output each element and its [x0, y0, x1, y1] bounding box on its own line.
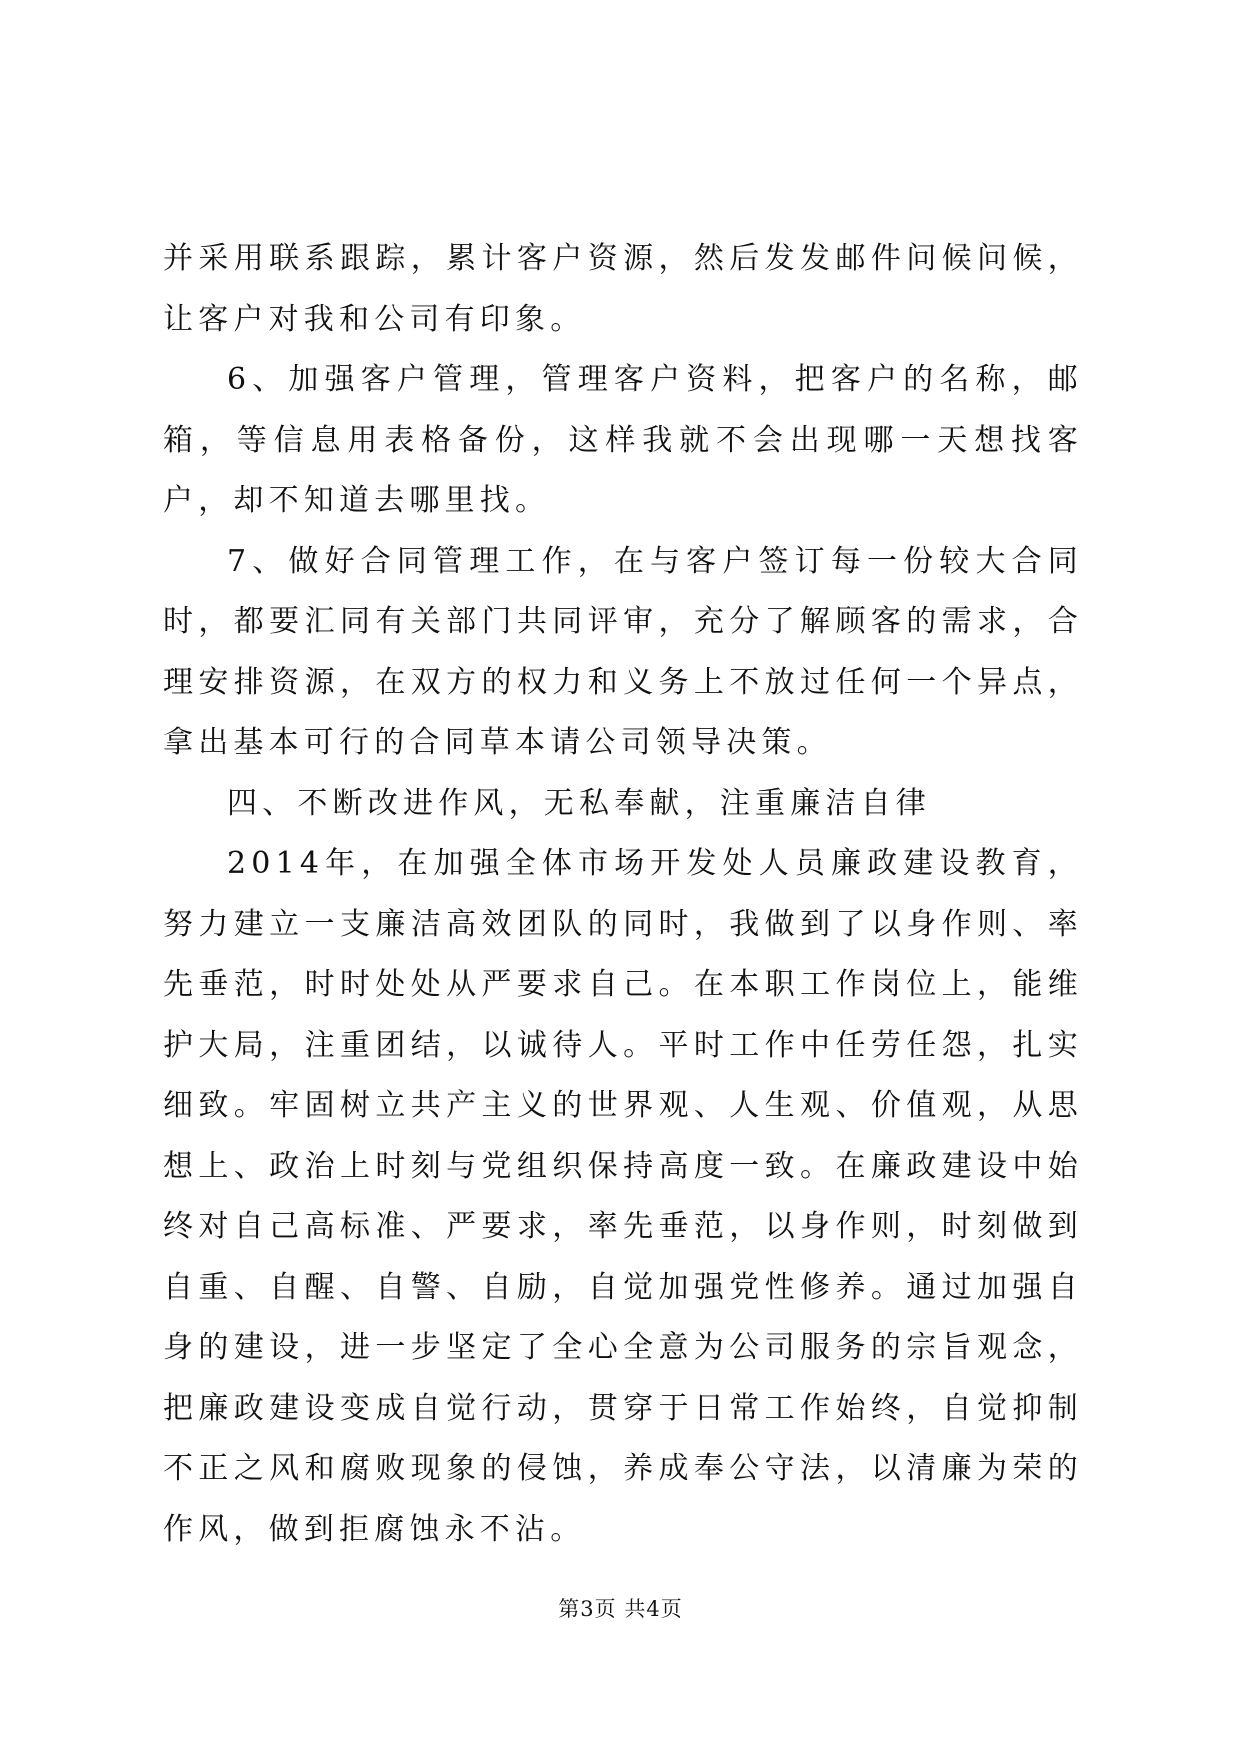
page-footer — [0, 1594, 1241, 1624]
paragraph-item-6: 6、加强客户管理，管理客户资料，把客户的名称，邮箱，等信息用表格备份，这样我就不会出现哪一天想找客户，却不知道去哪里找。 — [163, 362, 1083, 518]
paragraph-item-7: 7、做好合同管理工作，在与客户签订每一份较大合同时，都要汇同有关部门共同评审，充分了解顾客的需求，合理安排资源，在双方的权力和义务上不放过任何一个异点，拿出基本可行的合同草本请公司领导决策。 — [163, 543, 1083, 760]
page-number-label: 第3页 共4页 — [558, 1597, 683, 1621]
paragraph-2014: 2014年，在加强全体市场开发处人员廉政建设教育，努力建立一支廉洁高效团队的同时，我做到了以身作则、率先垂范，时时处处从严要求自己。在本职工作岗位上，能维护大局，注重团结，以诚待人。平时工作中任劳任怨，扎实细致。牢固树立共产主义的世界观、人生观、价值观，从思想上、政治上时刻与党组织保持高度一致。在廉政建设中始终对自己高标准、严要求，率先垂范，以身作则，时刻做到自重、自醒、自警、自励，自觉加强党性修养。通过加强自身的建设，进一步坚定了全心全意为公司服务的宗旨观念，把廉政建设变成自觉行动，贯穿于日常工作始终，自觉抑制不正之风和腐败现象的侵蚀，养成奉公守法，以清廉为荣的作风，做到拒腐蚀永不沾。 — [163, 846, 1083, 1547]
document-body — [163, 229, 1083, 1560]
paragraph-continuation: 并采用联系跟踪，累计客户资源，然后发发邮件问候问候，让客户对我和公司有印象。 — [163, 241, 1083, 337]
section-heading-4: 四、不断改进作风，无私奉献，注重廉洁自律 — [227, 785, 931, 821]
